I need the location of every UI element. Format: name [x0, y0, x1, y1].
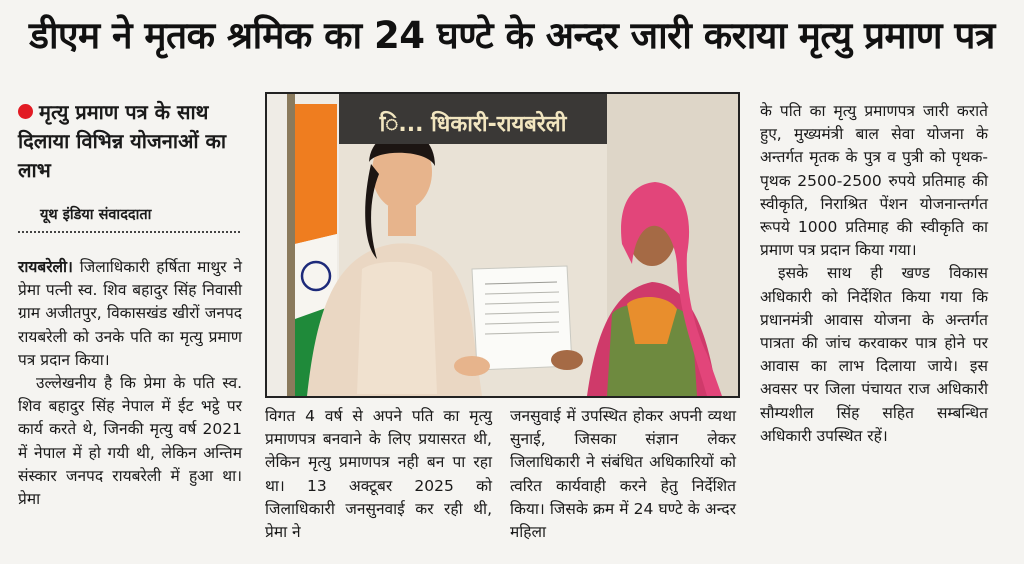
subheadline-text: मृत्यु प्रमाण पत्र के साथ दिलाया विभिन्न योजनाओं का लाभ	[18, 100, 227, 182]
paragraph: इसके साथ ही खण्ड विकास अधिकारी को निर्देशित किया गया कि प्रधानमंत्री आवास योजना के अन्तर्गत पात्रता की जांच करवाकर पात्र होने पर आवास का लाभ दिलाया जाये। इस अवसर पर जिला पंचायत राज अधिकारी सौम्यशील सिंह सहित सम्बन्धित अधिकारी उपस्थित रहें।	[760, 264, 988, 445]
paragraph: विगत 4 वर्ष से अपने पति का मृत्यु प्रमाणपत्र बनवाने के लिए प्रयासरत थी, लेकिन मृत्यु प्रमाणपत्र नही बन पा रहा था। 13 अक्टूबर 2025 को जिलाधिकारी जनसुनवाई कर रही थी, प्रेमा ने	[265, 407, 492, 542]
article-column-4	[760, 100, 988, 448]
headline: डीएम ने मृतक श्रमिक का 24 घण्टे के अन्दर जारी कराया मृत्यु प्रमाण पत्र	[29, 14, 995, 57]
news-photo	[265, 92, 740, 398]
article-column-3	[510, 405, 736, 544]
article-column-2	[265, 405, 492, 544]
paragraph	[18, 256, 242, 372]
paragraph: उल्लेखनीय है कि प्रेमा के पति स्व. शिव बहादुर सिंह नेपाल में ईट भट्ठे पर कार्य करते थे, जिनकी मृत्यु वर्ष 2021 में नेपाल में हो गयी थी, लेकिन अन्तिम संस्कार जनपद रायबरेली में हुआ था। प्रेमा	[18, 374, 242, 509]
article-column-1	[18, 256, 242, 511]
red-bullet-icon	[18, 104, 33, 119]
subheadline	[18, 98, 248, 185]
paragraph-text: जिलाधिकारी हर्षिता माथुर ने प्रेमा पत्नी स्व. शिव बहादुर सिंह निवासी ग्राम अजीतपुर, विकासखंड खीरों जनपद रायबरेली को उनके पति का मृत्यु प्रमाण पत्र प्रदान किया।	[18, 258, 242, 369]
paragraph: जनसुवाई में उपस्थित होकर अपनी व्यथा सुनाई, जिसका संज्ञान लेकर जिलाधिकारी ने संबंधित अधिकारियों को त्वरित कार्यवाही करने हेतु निर्देशित किया। जिसके क्रम में 24 घण्टे के अन्दर महिला	[510, 407, 736, 542]
byline-divider	[18, 231, 240, 233]
dateline: रायबरेली।	[18, 258, 73, 276]
paragraph: के पति का मृत्यु प्रमाणपत्र जारी कराते हुए, मुख्यमंत्री बाल सेवा योजना के अन्तर्गत मृतक के पुत्र व पुत्री को पृथक-पृथक 2500-2500 रुपये प्रतिमाह की स्वीकृति, निराश्रित पेंशन योजनान्तर्गत रूपये 1000 प्रतिमाह की स्वीकृति का प्रमाण पत्र प्रदान किया गया।	[760, 102, 988, 260]
office-nameplate: ि... धिकारी-रायबरेली	[339, 94, 607, 144]
byline: यूथ इंडिया संवाददाता	[40, 207, 152, 223]
